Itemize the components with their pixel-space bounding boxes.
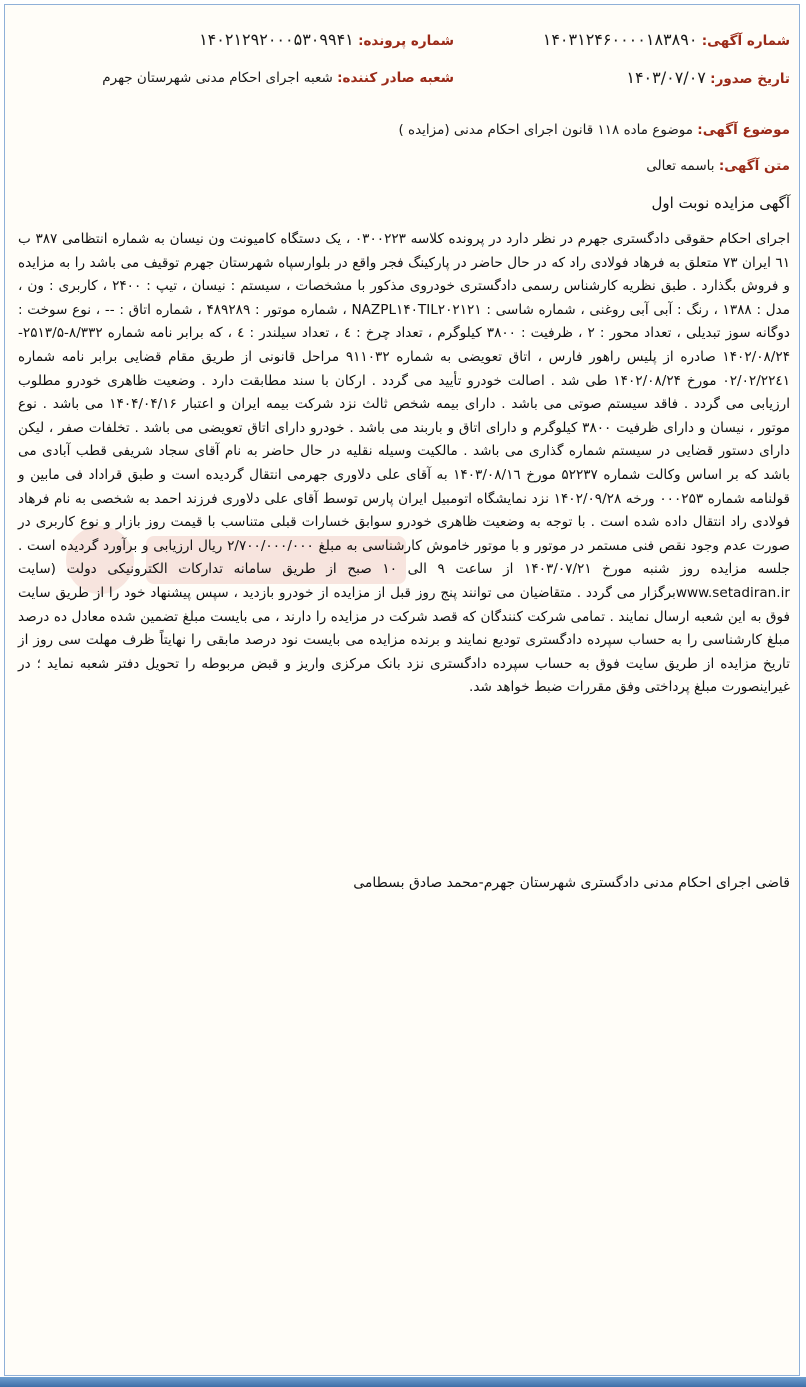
issuer-label: شعبه صادر کننده: xyxy=(337,70,454,86)
subject-row xyxy=(398,122,790,138)
subject-value: موضوع ماده ۱۱۸ قانون اجرای احکام مدنی (مزایده ) xyxy=(398,122,693,138)
bottom-bar xyxy=(0,1377,806,1387)
case-number-value: ۱۴۰۲۱۲۹۲۰۰۰۵۳۰۹۹۴۱ xyxy=(199,30,354,49)
issue-date-label: تاریخ صدور: xyxy=(710,71,790,87)
judge-signature: قاضی اجرای احکام مدنی دادگستری شهرستان جهرم-محمد صادق بسطامی xyxy=(353,875,790,891)
notice-text-value: باسمه تعالی xyxy=(646,158,715,174)
notice-number-label: شماره آگهی: xyxy=(701,33,790,49)
notice-heading: آگهی مزایده نوبت اول xyxy=(651,194,790,212)
case-number-label: شماره پرونده: xyxy=(358,33,454,49)
issue-date-value: ۱۴۰۳/۰۷/۰۷ xyxy=(626,68,706,87)
issuer-row xyxy=(102,70,454,86)
notice-body: اجرای احکام حقوقی دادگستری جهرم در نظر دارد در پرونده کلاسه ۰۳۰۰۲۲۳ ، یک دستگاه کامیونت ون نیسان به شماره انتظامی ۳۸۷ ب ٦۱ ایران ۷۳ متعلق به فرهاد فولادی راد که در حال حاضر در پارکینگ فجر واقع در بلوارسپاه شهرستان جهرم توقیف می باشد را به مزایده و فروش بگذارد . طبق نظریه کارشناس رسمی دادگستری خودروی مذکور با مشخصات ، سیستم : نیسان ، تیپ : ۲۴۰۰ ، کاربری : ون ، مدل : ۱۳۸۸ ، رنگ : آبی آبی روغنی ، شماره شاسی : NAZPL۱۴۰TIL۲۰۲۱۲۱ ، شماره موتور : ۴۸۹۲۸۹ ، شماره اتاق : -- ، نوع سوخت : دوگانه سوز تبدیلی ، تعداد محور : ۲ ، ظرفیت : ۳۸۰۰ کیلوگرم ، تعداد چرخ : ٤ ، تعداد سیلندر : ٤ ، که برابر نامه شماره ۸/۳۳۲-۲۵۱۳/۵- ۱۴۰۲/۰۸/۲۴ صادره از پلیس راهور فارس ، اتاق تعویضی به شماره ۹۱۱۰۳۲ مراحل قانونی از طریق مقام قضایی برابر نامه شماره ۰۲/۰۲/۲۲٤۱ مورخ ۱۴۰۲/۰۸/۲۴ طی شد . اصالت خودرو تأیید می گردد . ارکان با سند مطابقت دارد . وضعیت ظاهری خودرو مطلوب ارزیابی می گردد . فاقد سیستم صوتی می باشد . دارای بیمه شخص ثالث نزد شرکت بیمه ایران و اعتبار ۱۴۰۴/۰۴/۱۶ می باشد . نوع موتور ، نیسان و دارای ظرفیت ۳۸۰۰ کیلوگرم و دارای اتاق و باربند می باشد . خودرو دارای اتاق تعویضی می باشد . تخلفات صفر ، لیکن دارای دستور قضایی در سیستم شماره گذاری می باشد . مالکیت وسیله نقلیه در حال حاضر به نام آقای سجاد شریفی قطب آبادی می باشد که بر اساس وکالت شماره ۵۲۲۳۷ مورخ ۱۴۰۳/۰۸/۱٦ به آقای علی دلاوری جهرمی انتقال گردیده است و طبق قراداد فی مابین و قولنامه شماره ۰۰۰۲۵۳ ورخه ۱۴۰۲/۰۹/۲۸ نزد نمایشگاه اتومبیل ایران پارس توسط آقای علی دلاوری فرزند احمد به شخصی به نام فرهاد فولادی راد انتقال داده شده است . با توجه به وضعیت ظاهری خودرو سوابق خسارات قبلی متناسب با قیمت روز بازار و نوع کاربری در صورت عدم وجود نقص فنی مستمر در موتور و با موتور خاموش کارشناسی به مبلغ ۲/۷۰۰/۰۰۰/۰۰۰ ریال ارزیابی و برآورد گردیده است . جلسه مزایده روز شنبه مورخ ۱۴۰۳/۰۷/۲۱ از ساعت ۹ الی ۱۰ صبح از طریق سامانه تدارکات الکترونیکی دولت (سایت www.setadiran.irبرگزار می گردد . متقاضیان می توانند پنج روز قبل از مزایده از خودرو بازدید ، سپس پیشنهاد خود را از طریق سایت فوق به این شعبه ارسال نمایند . تمامی شرکت کنندگان که قصد شرکت در مزایده را دارند ، می بایست مبلغ تضمین شده معادل ده درصد مبلغ کارشناسی را به حساب سپرده دادگستری تودیع نمایند و برنده مزایده می بایست نود درصد مابقی را نهایتاً ظرف مهلت سی روز از تاریخ مزایده از طریق سایت فوق به حساب سپرده دادگستری نزد بانک مرکزی واریز و قبض مربوطه را تحویل دفتر شعبه نماید ؛ در غیراینصورت مبلغ پرداختی وفق مقررات ضبط خواهد شد. xyxy=(18,231,791,696)
notice-number-value: ۱۴۰۳۱۲۴۶۰۰۰۰۱۸۳۸۹۰ xyxy=(542,30,698,49)
issuer-value: شعبه اجرای احکام مدنی شهرستان جهرم xyxy=(102,70,333,86)
notice-number-row xyxy=(543,30,790,49)
subject-label: موضوع آگهی: xyxy=(697,122,790,138)
notice-text-label: متن آگهی: xyxy=(718,158,790,174)
case-number-row xyxy=(199,30,454,49)
notice-text-row xyxy=(646,158,790,174)
issue-date-row xyxy=(626,68,790,87)
